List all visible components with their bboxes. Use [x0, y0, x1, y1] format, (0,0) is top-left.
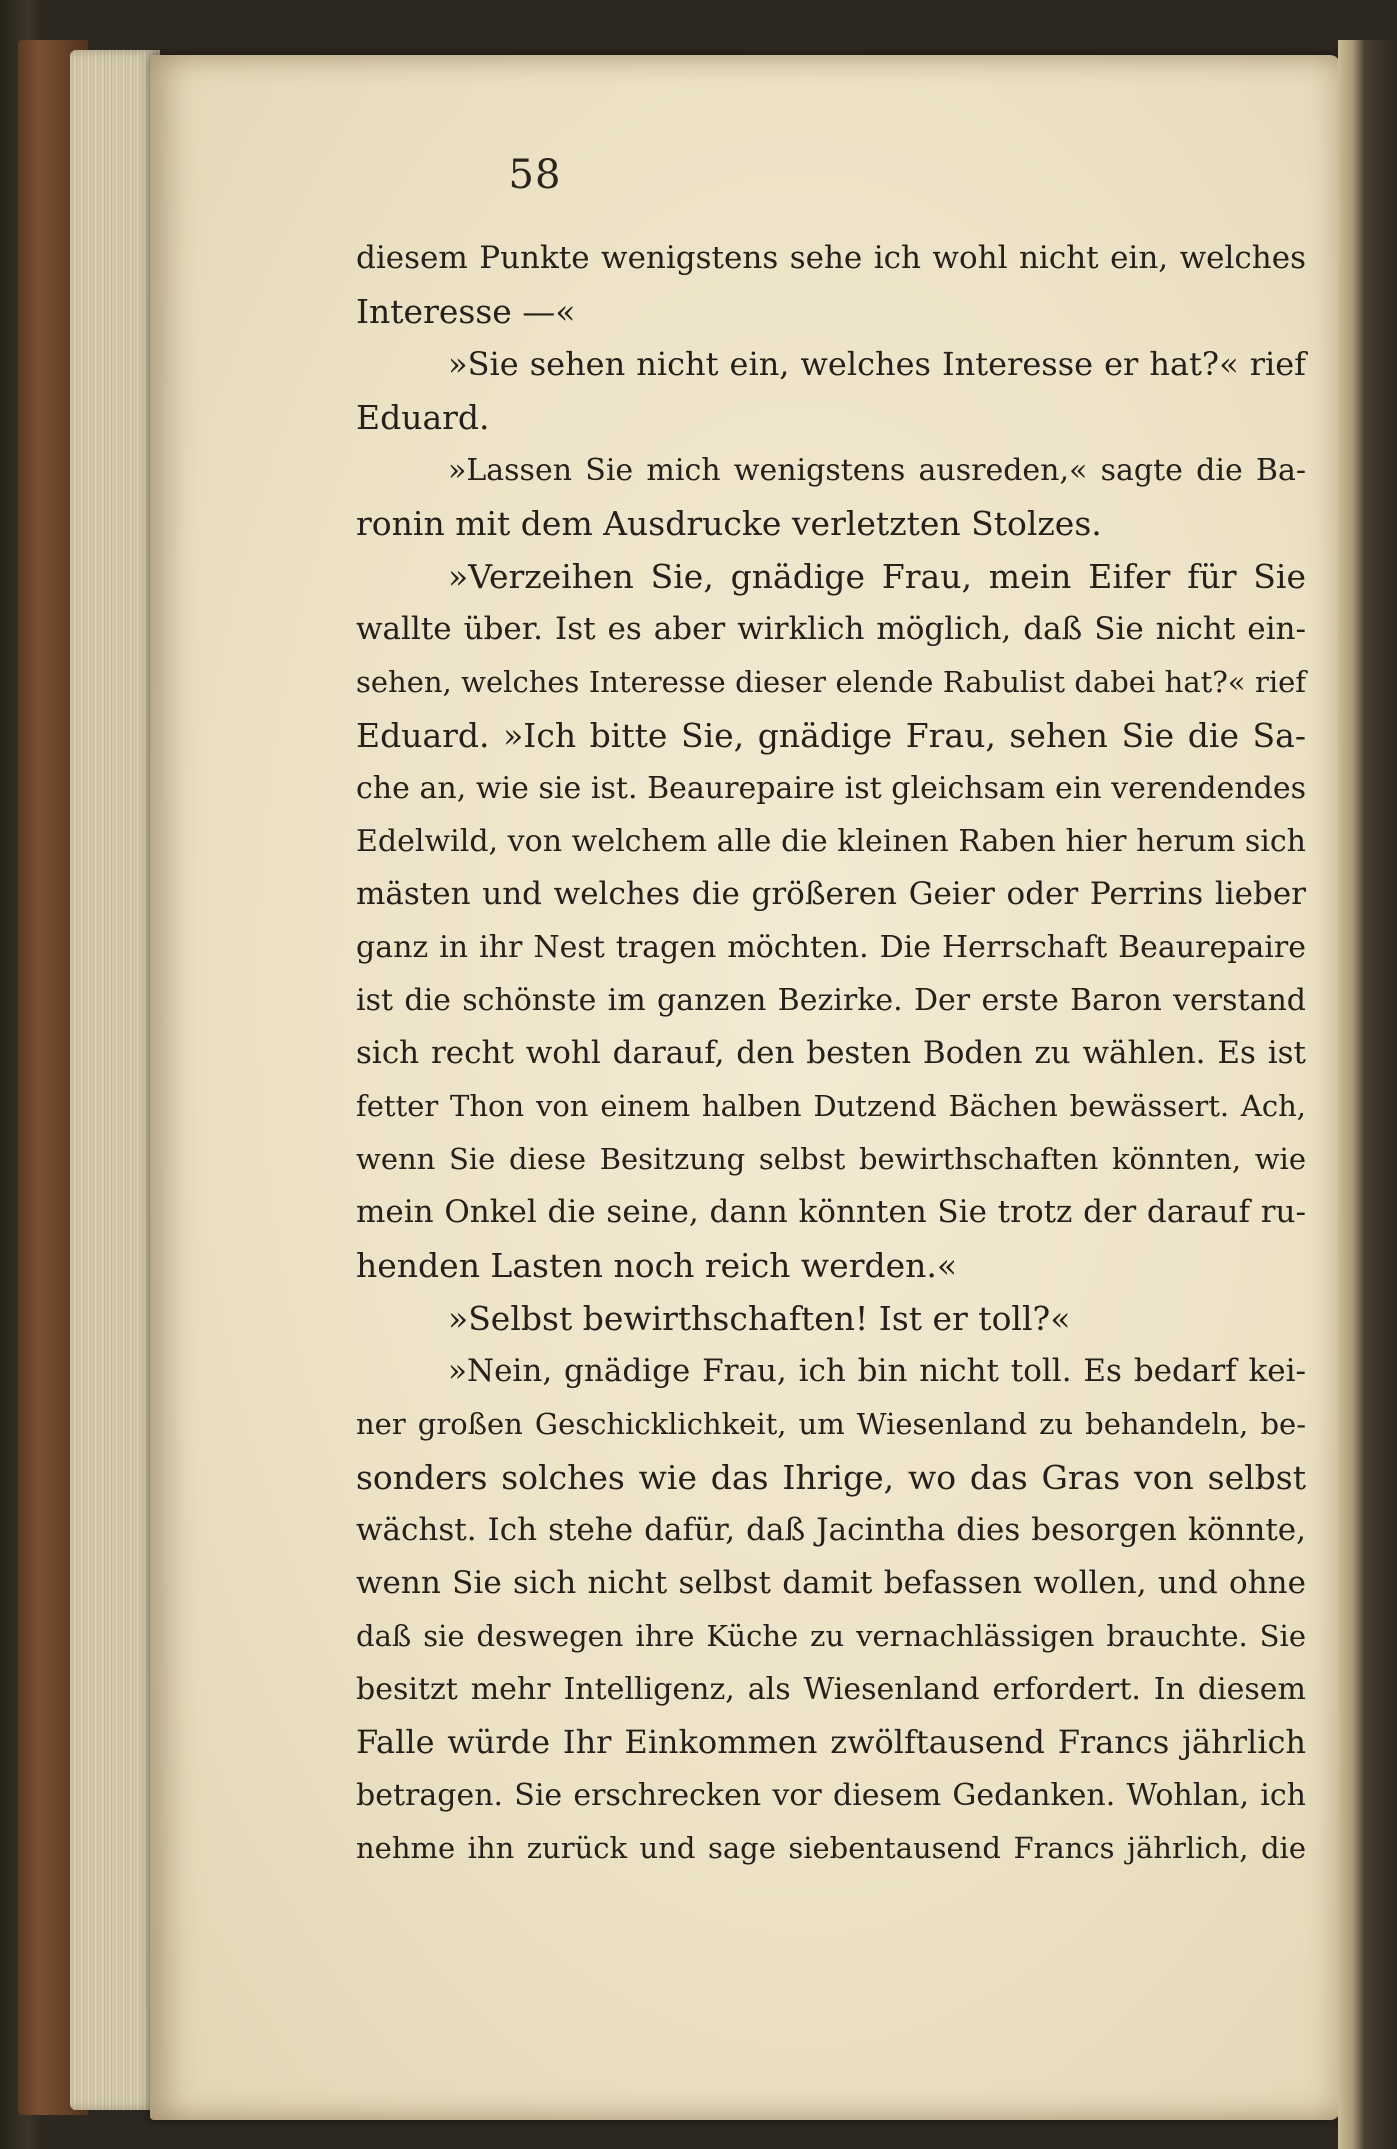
text-line: wenn Sie diese Besitzung selbst bewirthschaften könnten, wie — [356, 1142, 1306, 1176]
text-line: besitzt mehr Intelligenz, als Wiesenland erfordert. In diesem — [356, 1672, 1306, 1707]
text-line: »Nein, gnädige Frau, ich bin nicht toll. Es bedarf kei- — [448, 1353, 1306, 1389]
text-line: Interesse —« — [356, 292, 576, 331]
text-line: fetter Thon von einem halben Dutzend Bächen bewässert. Ach, — [356, 1089, 1306, 1123]
text-line: mein Onkel die seine, dann könnten Sie trotz der darauf ru- — [356, 1194, 1306, 1230]
text-line: betragen. Sie erschrecken vor diesem Gedanken. Wohlan, ich — [356, 1778, 1306, 1813]
text-line: »Verzeihen Sie, gnädige Frau, mein Eifer für Sie — [448, 557, 1306, 596]
text-line: »Sie sehen nicht ein, welches Interesse er hat?« rief — [448, 345, 1306, 383]
page-edges — [70, 50, 160, 2110]
text-line: nehme ihn zurück und sage siebentausend Francs jährlich, die — [356, 1831, 1306, 1865]
text-line: »Selbst bewirthschaften! Ist er toll?« — [448, 1299, 1071, 1338]
text-line: daß sie deswegen ihre Küche zu vernachlässigen brauchte. Sie — [356, 1619, 1306, 1653]
text-line: sich recht wohl darauf, den besten Boden zu wählen. Es ist — [356, 1035, 1306, 1071]
text-line: Falle würde Ihr Einkommen zwölftausend Francs jährlich — [356, 1723, 1306, 1761]
text-line: Eduard. — [356, 398, 490, 437]
text-line: sehen, welches Interesse dieser elende Rabulist dabei hat?« rief — [356, 665, 1306, 699]
text-line: ganz in ihr Nest tragen möchten. Die Herrschaft Beaurepaire — [356, 930, 1306, 965]
text-line: »Lassen Sie mich wenigstens ausreden,« sagte die Ba- — [448, 453, 1306, 488]
body-text — [356, 232, 1306, 1875]
text-line: wenn Sie sich nicht selbst damit befassen wollen, und ohne — [356, 1565, 1306, 1601]
text-line: Eduard. »Ich bitte Sie, gnädige Frau, sehen Sie die Sa- — [356, 716, 1306, 755]
text-line: ronin mit dem Ausdrucke verletzten Stolzes. — [356, 504, 1102, 543]
text-line: sonders solches wie das Ihrige, wo das Gras von selbst — [356, 1458, 1306, 1497]
text-line: wächst. Ich stehe dafür, daß Jacintha dies besorgen könnte, — [356, 1512, 1306, 1548]
text-line: diesem Punkte wenigstens sehe ich wohl nicht ein, welches — [356, 240, 1306, 276]
text-line: ist die schönste im ganzen Bezirke. Der erste Baron verstand — [356, 983, 1306, 1018]
text-line: ner großen Geschicklichkeit, um Wiesenland zu behandeln, be- — [356, 1407, 1306, 1441]
right-page-edge — [1338, 40, 1397, 2149]
text-line: che an, wie sie ist. Beaurepaire ist gleichsam ein verendendes — [356, 771, 1306, 806]
page-number: 58 — [508, 152, 562, 198]
text-line: wallte über. Ist es aber wirklich möglich, daß Sie nicht ein- — [356, 611, 1306, 647]
text-line: Edelwild, von welchem alle die kleinen Raben hier herum sich — [356, 824, 1306, 859]
text-line: mästen und welches die größeren Geier oder Perrins lieber — [356, 876, 1306, 912]
text-line: henden Lasten noch reich werden.« — [356, 1246, 958, 1285]
